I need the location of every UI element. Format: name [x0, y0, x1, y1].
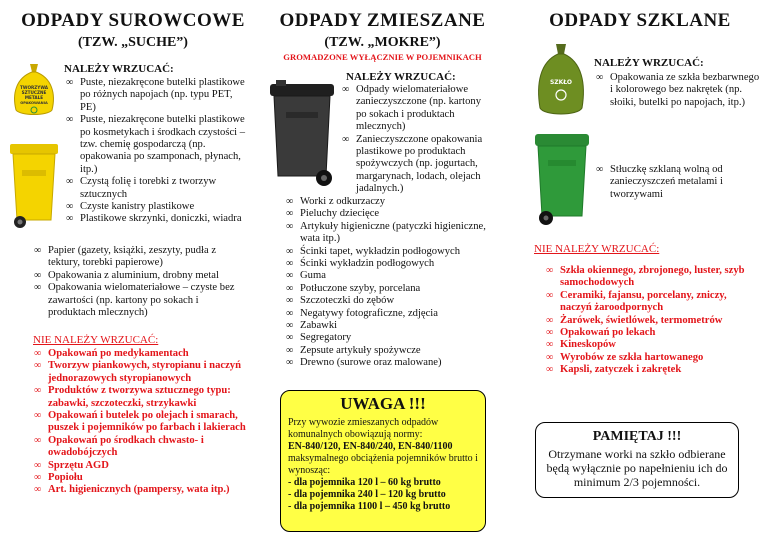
col3-title: ODPADY SZKLANE	[549, 10, 731, 31]
col3-forbidden-list	[546, 265, 756, 377]
col1-allowed-list-wide	[34, 245, 248, 319]
list-item: ∞ Tworzyw piankowych, styropianu i naczyń jednorazowych styropianowych	[34, 360, 241, 384]
yellow-bag-icon	[10, 60, 58, 118]
list-item: ∞ Żarówek, świetlówek, termometrów	[546, 314, 723, 326]
pamietaj-text: Otrzymane worki na szkło odbierane będą wyłącznie po napełnieniu ich do minimum 2/3 pojemności.	[546, 447, 728, 489]
list-item: ∞ Artykuły higieniczne (patyczki higieniczne, wata itp.)	[286, 220, 486, 245]
list-item: ∞ Potłuczone szyby, porcelana	[286, 282, 421, 294]
list-item: ∞ Negatywy fotograficzne, zdjęcia	[286, 307, 438, 319]
bag-label: TWORZYWA	[20, 85, 48, 90]
list-item: ∞ Opakowań i butelek po olejach i smarach, puszek i pojemników po farbach i lakierach	[34, 410, 246, 434]
pamietaj-box	[535, 422, 739, 498]
list-item: ∞ Kapsli, zatyczek i zakrętek	[546, 364, 682, 376]
uwaga-row: - dla pojemnika 120 l – 60 kg brutto	[288, 477, 441, 488]
col1-allowed-label: NALEŻY WRZUCAĆ:	[64, 63, 174, 75]
uwaga-line1: Przy wywozie zmieszanych odpadów komunalnych obowiązują normy:	[288, 417, 439, 440]
list-item: ∞ Opakowań po środkach chwasto- i owadobójczych	[34, 434, 204, 459]
green-bin-icon	[532, 128, 592, 228]
list-item: ∞ Zanieczyszczone opakowania plastikowe po produktach spożywczych (np. jogurtach, margarynach, lodach, olejach jadalnych.)	[342, 133, 483, 195]
list-item: ∞ Czyste kanistry plastikowe	[66, 201, 195, 213]
list-item: ∞ Ceramiki, fajansu, porcelany, zniczy, naczyń żaroodpornych	[546, 289, 727, 314]
col2-note: GROMADZONE WYŁĄCZNIE W POJEMNIKACH	[283, 52, 482, 62]
uwaga-row: - dla pojemnika 240 l – 120 kg brutto	[288, 489, 446, 500]
col2-title: ODPADY ZMIESZANE	[279, 10, 486, 31]
list-item: ∞ Guma	[286, 270, 326, 282]
list-item: ∞ Ścinki tapet, wykładzin podłogowych	[286, 245, 461, 257]
svg-text:SZTUCZNE: SZTUCZNE	[21, 90, 47, 95]
list-item: ∞ Opakowań po medykamentach	[34, 348, 189, 359]
col1-forbidden-label: NIE NALEŻY WRZUCAĆ:	[33, 334, 159, 346]
uwaga-norms: EN-840/120, EN-840/240, EN-840/1100	[288, 441, 453, 452]
list-item: ∞ Puste, niezakręcone butelki plastikowe po różnych napojach (np. typu PET, PE)	[66, 77, 245, 113]
list-item: ∞ Produktów z tworzywa sztucznego typu: zabawki, szczoteczki, strzykawki	[34, 385, 231, 409]
list-item: ∞ Segregatory	[286, 332, 352, 344]
col3-allowed-label: NALEŻY WRZUCAĆ:	[594, 57, 704, 69]
list-item: ∞ Opakowania z aluminium, drobny metal	[34, 269, 219, 281]
list-item: ∞ Pieluchy dziecięce	[286, 208, 380, 220]
list-item: ∞ Zabawki	[286, 320, 338, 332]
list-item: ∞ Sprzętu AGD	[34, 459, 109, 471]
list-item: ∞ Stłuczkę szklaną wolną od zanieczyszczeń metalami i tworzywami	[596, 164, 723, 200]
col1-title: ODPADY SUROWCOWE	[21, 10, 245, 31]
list-item: ∞ Czystą folię i torebki z tworzyw sztucznych	[66, 176, 217, 200]
list-item: ∞ Drewno (surowe oraz malowane)	[286, 357, 442, 369]
list-item: ∞ Szczoteczki do zębów	[286, 295, 395, 307]
list-item: ∞ Art. higienicznych (pampersy, wata itp.)	[34, 484, 230, 496]
bag-label-glass: SZKŁO	[549, 79, 573, 86]
list-item: ∞ Wyrobów ze szkła hartowanego	[546, 351, 704, 363]
list-item: ∞ Opakowania wielomateriałowe – czyste bez zawartości (np. kartony po sokach i produktach mlecznych)	[34, 282, 235, 319]
list-item: ∞ Ścinki wykładzin podłogowych	[286, 258, 435, 270]
list-item: ∞ Opakowań po lekach	[546, 327, 656, 339]
col1-subtitle: (TZW. „SUCHE”)	[78, 35, 188, 50]
yellow-bin-icon	[8, 140, 60, 230]
col1-forbidden-list	[34, 348, 248, 497]
list-item: ∞ Odpady wielomateriałowe zanieczyszczone (np. kartony po sokach i produktach mlecznych)	[342, 84, 481, 133]
list-item: ∞ Worki z odkurzaczy	[286, 196, 386, 207]
list-item: ∞ Puste, niezakręcone butelki plastikowe po kosmetykach i środkach czystości – tzw. chemię gospodarczą (np. opakowania po szamponach, płynach, itp.)	[66, 114, 246, 175]
col2-allowed-label: NALEŻY WRZUCAĆ:	[346, 71, 456, 83]
col3-forbidden-label: NIE NALEŻY WRZUCAĆ:	[534, 243, 660, 255]
svg-text:METALE: METALE	[24, 95, 44, 100]
col2-allowed-list	[342, 84, 488, 196]
list-item: ∞ Opakowania ze szkła bezbarwnego i kolorowego bez nakrętek (np. słoiki, butelki po napojach, itp.)	[596, 72, 760, 108]
uwaga-box	[280, 390, 486, 532]
col3-allowed-list-2	[596, 164, 760, 201]
col3-allowed-list	[596, 72, 760, 109]
col1-allowed-list	[66, 77, 248, 226]
uwaga-title: UWAGA !!!	[340, 394, 426, 413]
green-bag-icon	[534, 40, 588, 120]
list-item: ∞ Zepsute artykuły spożywcze	[286, 344, 421, 356]
uwaga-row: - dla pojemnika 1100 l – 450 kg brutto	[288, 501, 451, 512]
list-item: ∞ Plastikowe skrzynki, doniczki, wiadra	[66, 213, 242, 225]
list-item: ∞ Szkła okiennego, zbrojonego, luster, szyb samochodowych	[546, 265, 745, 289]
list-item: ∞ Popiołu	[34, 472, 83, 484]
svg-text:OPAKOWANIA: OPAKOWANIA	[20, 101, 48, 105]
col2-allowed-list-wide	[286, 196, 496, 370]
pamietaj-title: PAMIĘTAJ !!!	[592, 429, 682, 444]
list-item: ∞ Kineskopów	[546, 339, 616, 351]
list-item: ∞ Papier (gazety, książki, zeszyty, pudła z tektury, torebki papierowe)	[34, 245, 217, 269]
uwaga-line2: maksymalnego obciążenia pojemników brutto i wynosząc:	[288, 453, 478, 476]
black-bin-icon	[266, 78, 338, 190]
col2-subtitle: (TZW. „MOKRE”)	[324, 35, 441, 50]
